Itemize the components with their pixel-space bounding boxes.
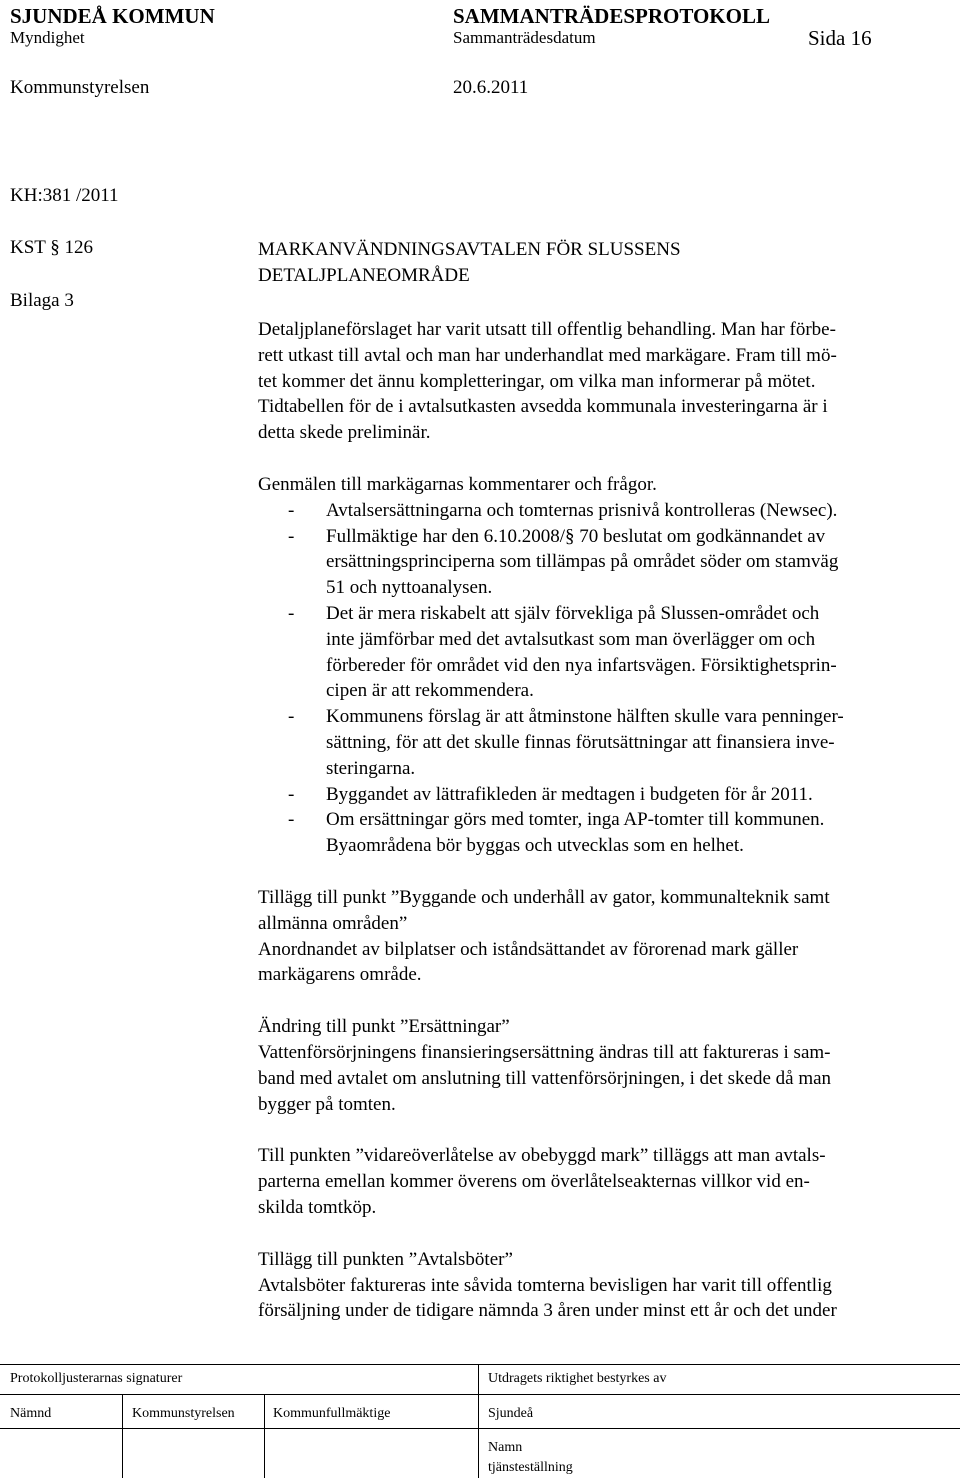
- footer-rule: [0, 1428, 960, 1429]
- meeting-date: 20.6.2011: [453, 77, 529, 98]
- attachment-label: Bilaga 3: [10, 290, 74, 311]
- text-line: bygger på tomten.: [258, 1093, 396, 1115]
- meeting-date-label: Sammanträdesdatum: [453, 28, 596, 47]
- agenda-title-line: MARKANVÄNDNINGSAVTALEN FÖR SLUSSENS: [258, 239, 681, 260]
- text-line: detta skede preliminär.: [258, 422, 431, 444]
- certification-place: Sjundeå: [488, 1406, 534, 1421]
- extract-certification-label: Utdragets riktighet bestyrkes av: [488, 1371, 667, 1386]
- text-line: cipen är att rekommendera.: [326, 680, 534, 702]
- text-line: markägarens område.: [258, 964, 422, 986]
- list-item: [258, 782, 954, 808]
- addition-streets-paragraph: [258, 885, 954, 988]
- list-item: [258, 498, 954, 524]
- text-line: försäljning under de tidigare nämnda 3 åren under minst ett år och det under: [258, 1300, 837, 1322]
- protocol-body: [258, 317, 954, 1324]
- text-line: Till punkten ”vidareöverlåtelse av obebyggd mark” tilläggs att man avtals-: [258, 1145, 826, 1167]
- addition-penalties-paragraph: [258, 1247, 954, 1324]
- addition-transfer-paragraph: [258, 1143, 954, 1220]
- agenda-title: [258, 237, 681, 289]
- text-line: rett utkast till avtal och man har underhandlat med markägare. Fram till mö-: [258, 344, 837, 366]
- document-type: SAMMANTRÄDESPROTOKOLL: [453, 4, 770, 28]
- text-line: Detaljplaneförslaget har varit utsatt till offentlig behandling. Man har förbe-: [258, 319, 836, 340]
- dash-marker: -: [288, 499, 295, 521]
- committee-label: Nämnd: [10, 1406, 52, 1421]
- case-number: KH:381 /2011: [10, 185, 119, 206]
- replies-list: [258, 498, 954, 859]
- footer-divider: [122, 1394, 123, 1478]
- text-line: Det är mera riskabelt att själv förvekliga på Slussen-området och: [326, 602, 820, 624]
- footer-rule: [0, 1394, 960, 1395]
- text-line: Avtalsersättningarna och tomternas prisnivå kontrolleras (Newsec).: [326, 499, 838, 521]
- text-line: ersättningsprinciperna som tillämpas på området söder om stamväg: [326, 551, 839, 573]
- section-number: KST § 126: [10, 237, 94, 258]
- footer-divider: [264, 1394, 265, 1478]
- text-line: Vattenförsörjningens finansieringsersättning ändras till att faktureras i sam-: [258, 1041, 831, 1063]
- committee-council: Kommunfullmäktige: [273, 1406, 391, 1421]
- text-line: skilda tomtköp.: [258, 1196, 377, 1218]
- committee-board: Kommunstyrelsen: [132, 1406, 235, 1421]
- text-line: Om ersättningar görs med tomter, inga AP-tomter till kommunen.: [326, 809, 825, 831]
- text-line: Byaområdena bör byggas och utvecklas som en helhet.: [326, 835, 744, 857]
- dash-marker: -: [288, 706, 295, 728]
- text-line: förbereder för området vid den nya infartsvägen. Försiktighetsprin-: [326, 654, 837, 676]
- change-compensation-paragraph: [258, 1014, 954, 1117]
- dash-marker: -: [288, 525, 295, 547]
- text-line: sättning, för att det skulle finnas förutsättningar att finansiera inve-: [326, 731, 835, 753]
- text-line: Tidtabellen för de i avtalsutkasten avsedda kommunala investeringarna är i: [258, 396, 828, 418]
- certifier-position-label: tjänsteställning: [488, 1460, 573, 1475]
- certifier-name-label: Namn: [488, 1440, 523, 1455]
- dash-marker: -: [288, 783, 295, 805]
- authority-name: Kommunstyrelsen: [10, 77, 150, 98]
- list-item: [258, 524, 954, 601]
- signature-footer: [0, 1364, 960, 1478]
- text-line: 51 och nyttoanalysen.: [326, 577, 493, 599]
- text-line: Fullmäktige har den 6.10.2008/§ 70 beslutat om godkännandet av: [326, 525, 826, 547]
- dash-marker: -: [288, 809, 295, 831]
- text-line: Avtalsböter faktureras inte såvida tomterna bevisligen har varit till offentlig: [258, 1274, 832, 1296]
- signatures-label: Protokolljusterarnas signaturer: [10, 1371, 183, 1386]
- footer-top-rule: [0, 1364, 960, 1365]
- authority-label: Myndighet: [10, 28, 85, 47]
- text-line: band med avtalet om anslutning till vattenförsörjningen, i det skede då man: [258, 1067, 832, 1089]
- org-name: SJUNDEÅ KOMMUN: [10, 4, 215, 28]
- text-line: tet kommer det ännu kompletteringar, om vilka man informerar på mötet.: [258, 370, 816, 392]
- text-line: Tillägg till punkt ”Byggande och underhåll av gator, kommunalteknik samt: [258, 886, 830, 908]
- text-line: Ändring till punkt ”Ersättningar”: [258, 1016, 510, 1038]
- text-line: Byggandet av lättrafikleden är medtagen i budgeten för år 2011.: [326, 783, 813, 805]
- text-line: steringarna.: [326, 757, 416, 779]
- dash-marker: -: [288, 602, 295, 624]
- text-line: parterna emellan kommer överens om överlåtelseakternas villkor vid en-: [258, 1171, 810, 1193]
- text-line: Tillägg till punkten ”Avtalsböter”: [258, 1248, 513, 1270]
- text-line: Kommunens förslag är att åtminstone hälften skulle vara penninger-: [326, 706, 844, 728]
- list-item: [258, 807, 954, 859]
- list-item: [258, 704, 954, 781]
- replies-heading: Genmälen till markägarnas kommentarer och frågor.: [258, 473, 657, 495]
- footer-divider: [478, 1364, 479, 1478]
- page-number: Sida 16: [808, 26, 872, 50]
- intro-paragraph: [258, 317, 954, 446]
- text-line: inte jämförbar med det avtalsutkast som man överlägger om och: [326, 628, 816, 650]
- list-item: [258, 601, 954, 704]
- agenda-title-line: DETALJPLANEOMRÅDE: [258, 264, 470, 286]
- text-line: allmänna områden”: [258, 912, 408, 934]
- text-line: Anordnandet av bilplatser och iståndsättandet av förorenad mark gäller: [258, 938, 799, 960]
